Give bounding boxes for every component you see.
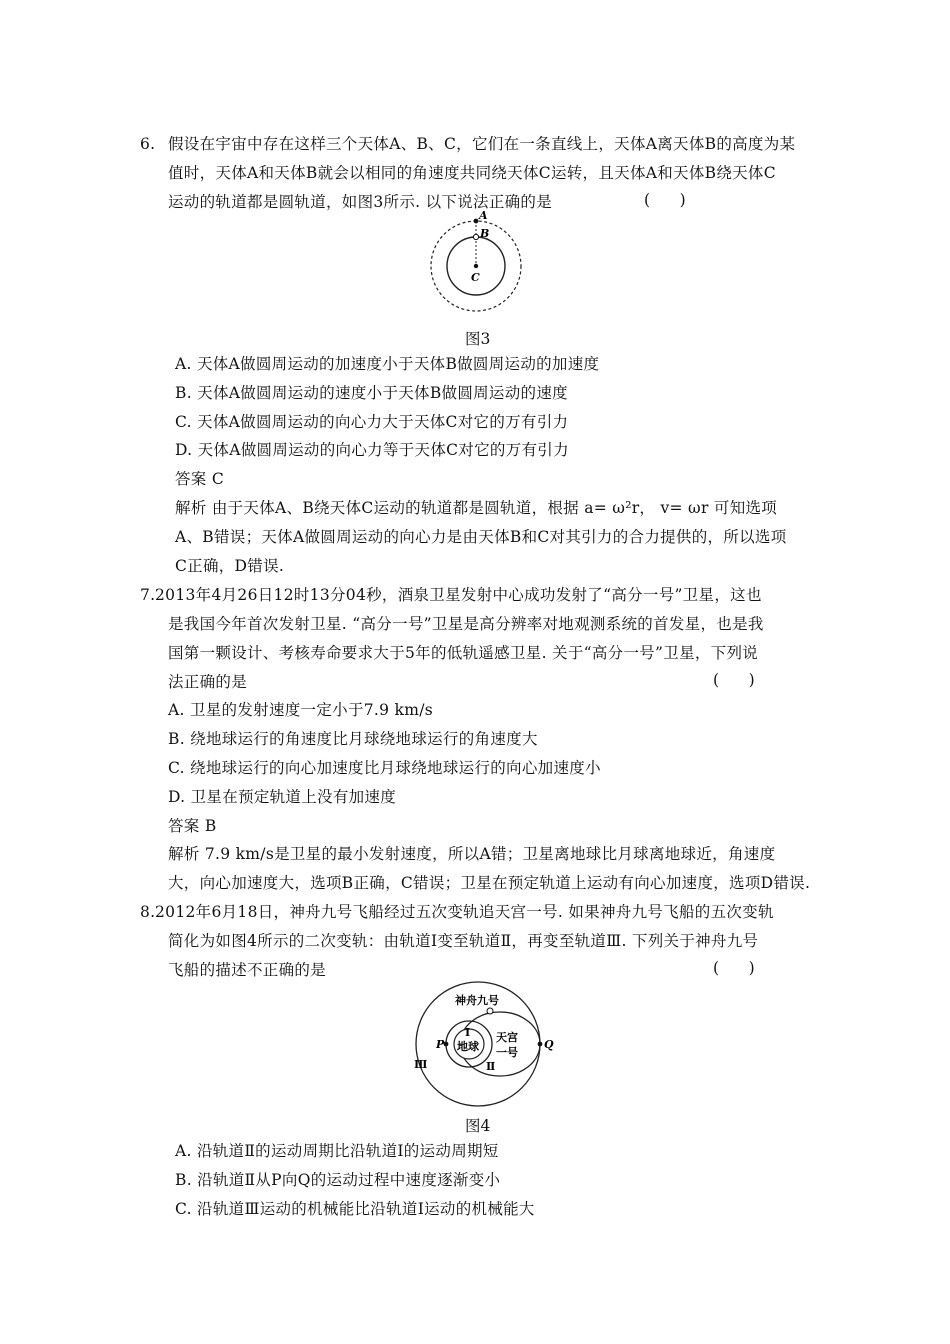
label-ship: 神舟九号 bbox=[455, 994, 499, 1007]
q8-stem-line-2: 简化为如图4所示的二次变轨：由轨道Ⅰ变至轨道Ⅱ，再变至轨道Ⅲ. 下列关于神舟九号 bbox=[168, 932, 759, 950]
figure-4-caption: 图4 bbox=[465, 1117, 491, 1135]
q7-stem-line-1: 2013年4月26日12时13分04秒，酒泉卫星发射中心成功发射了“高分一号”卫星，这也 bbox=[155, 586, 762, 604]
q6-stem-line-1: 假设在宇宙中存在这样三个天体A、B、C，它们在一条直线上，天体A离天体B的高度为某 bbox=[168, 135, 796, 153]
q7-number: 7. bbox=[140, 586, 156, 604]
q8-answer-paren: ( ) bbox=[713, 959, 755, 977]
q6-option-d: D. 天体A做圆周运动的向心力等于天体C对它的万有引力 bbox=[175, 441, 569, 459]
q7-option-b: B. 绕地球运行的角速度比月球绕地球运行的角速度大 bbox=[168, 730, 538, 748]
q6-analysis-line-2: A、B错误；天体A做圆周运动的向心力是由天体B和C对其引力的合力提供的，所以选项 bbox=[175, 528, 787, 546]
q7-option-c: C. 绕地球运行的向心加速度比月球绕地球运行的向心加速度小 bbox=[168, 759, 601, 777]
q7-stem-line-4: 法正确的是 bbox=[168, 673, 248, 691]
q6-stem-line-3: 运动的轨道都是圆轨道，如图3所示. 以下说法正确的是 bbox=[168, 193, 553, 211]
q6-option-c: C. 天体A做圆周运动的向心力大于天体C对它的万有引力 bbox=[175, 413, 569, 431]
q7-stem-line-3: 国第一颗设计、考核寿命要求大于5年的低轨遥感卫星. 关于“高分一号”卫星，下列说 bbox=[168, 644, 759, 662]
label-orbit-3: Ⅲ bbox=[414, 1058, 428, 1071]
q7-option-d: D. 卫星在预定轨道上没有加速度 bbox=[168, 788, 397, 806]
body-c-dot bbox=[474, 264, 478, 268]
label-station-2: 一号 bbox=[496, 1046, 518, 1059]
figure-3-caption: 图3 bbox=[465, 330, 491, 348]
point-q-dot bbox=[538, 1042, 543, 1047]
q6-option-a: A. 天体A做圆周运动的加速度小于天体B做圆周运动的加速度 bbox=[175, 355, 600, 373]
q7-answer-paren: ( ) bbox=[713, 671, 755, 689]
q6-answer: 答案 C bbox=[175, 470, 224, 488]
label-c: C bbox=[471, 271, 480, 284]
label-earth: 地球 bbox=[457, 1040, 479, 1053]
q7-stem-line-2: 是我国今年首次发射卫星. “高分一号”卫星是高分辨率对地观测系统的首发星，也是我 bbox=[168, 615, 764, 633]
q6-option-b: B. 天体A做圆周运动的速度小于天体B做圆周运动的速度 bbox=[175, 384, 568, 402]
label-orbit-1: Ⅰ bbox=[465, 1026, 471, 1039]
body-b-dot bbox=[473, 234, 478, 239]
q6-analysis-line-3: C正确，D错误. bbox=[175, 557, 285, 575]
q8-number: 8. bbox=[140, 903, 156, 921]
q7-analysis-line-2: 大，向心加速度大，选项B正确，C错误；卫星在预定轨道上运动有向心加速度，选项D错误. bbox=[168, 874, 811, 892]
label-orbit-2: Ⅱ bbox=[486, 1060, 496, 1073]
q8-stem-line-3: 飞船的描述不正确的是 bbox=[168, 961, 327, 979]
label-p: P bbox=[436, 1038, 445, 1051]
figure-3-diagram bbox=[418, 208, 538, 318]
q8-option-a: A. 沿轨道Ⅱ的运动周期比沿轨道Ⅰ的运动周期短 bbox=[175, 1142, 499, 1160]
q6-stem-line-2: 值时，天体A和天体B就会以相同的角速度共同绕天体C运转，且天体A和天体B绕天体C bbox=[168, 164, 776, 182]
label-station-1: 天宫 bbox=[496, 1031, 518, 1044]
q6-analysis-line-1: 解析 由于天体A、B绕天体C运动的轨道都是圆轨道，根据 a= ω²r， v= ωr 可知选项 bbox=[175, 499, 778, 517]
q6-answer-paren: ( ) bbox=[644, 191, 686, 209]
q6-number: 6. bbox=[140, 135, 156, 153]
label-q: Q bbox=[544, 1038, 554, 1051]
figure-4-diagram bbox=[402, 978, 554, 1108]
q7-analysis-line-1: 解析 7.9 km/s是卫星的最小发射速度，所以A错；卫星离地球比月球离地球近，角速度 bbox=[168, 845, 776, 863]
q8-option-c: C. 沿轨道Ⅲ运动的机械能比沿轨道Ⅰ运动的机械能大 bbox=[175, 1200, 535, 1218]
ship-icon bbox=[487, 1008, 493, 1014]
q8-option-b: B. 沿轨道Ⅱ从P向Q的运动过程中速度逐渐变小 bbox=[175, 1171, 501, 1189]
q7-option-a: A. 卫星的发射速度一定小于7.9 km/s bbox=[168, 701, 433, 719]
q7-answer: 答案 B bbox=[168, 817, 217, 835]
label-a: A bbox=[479, 209, 488, 222]
label-b: B bbox=[480, 227, 490, 240]
body-a-dot bbox=[474, 219, 479, 224]
q8-stem-line-1: 2012年6月18日，神舟九号飞船经过五次变轨追天宫一号. 如果神舟九号飞船的五次变轨 bbox=[155, 903, 774, 921]
point-p-dot bbox=[444, 1042, 449, 1047]
